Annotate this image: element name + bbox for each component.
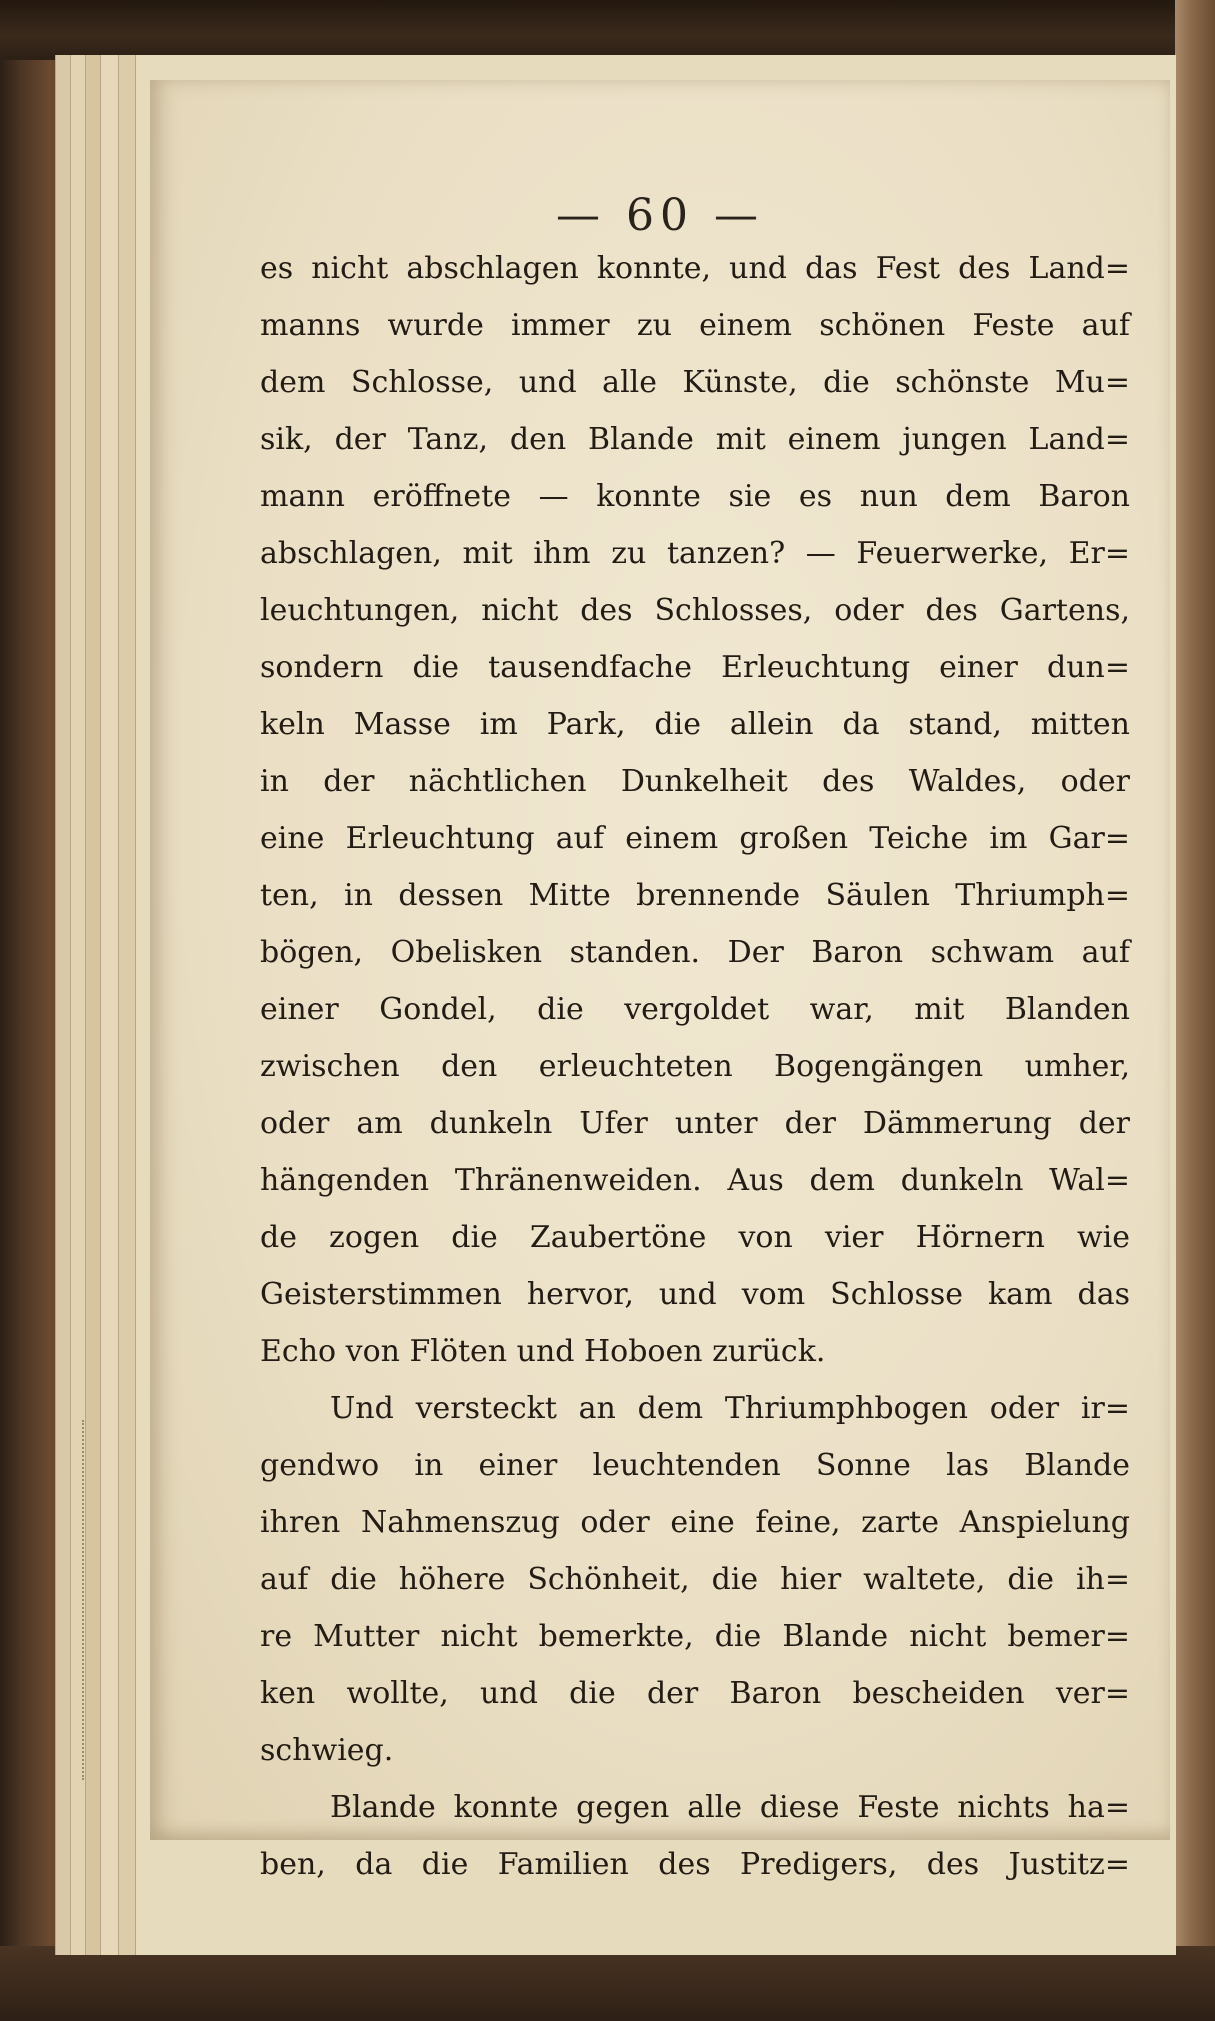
- text-line: es nicht abschlagen konnte, und das Fest des Land=: [260, 251, 1130, 286]
- text-line: leuchtungen, nicht des Schlosses, oder des Gartens,: [260, 593, 1130, 628]
- text-line: keln Masse im Park, die allein da stand, mitten: [260, 707, 1130, 742]
- text-line: mann eröffnete — konnte sie es nun dem Baron: [260, 479, 1130, 514]
- text-line: auf die höhere Schönheit, die hier waltete, die ih=: [260, 1562, 1130, 1597]
- text-line: eine Erleuchtung auf einem großen Teiche im Gar=: [260, 821, 1130, 856]
- text-line: bögen, Obelisken standen. Der Baron schwam auf: [260, 935, 1130, 970]
- text-line: abschlagen, mit ihm zu tanzen? — Feuerwerke, Er=: [260, 536, 1130, 571]
- text-line: ten, in dessen Mitte brennende Säulen Thriumph=: [260, 878, 1130, 913]
- text-line: sik, der Tanz, den Blande mit einem jungen Land=: [260, 422, 1130, 457]
- text-line: de zogen die Zaubertöne von vier Hörnern wie: [260, 1220, 1130, 1255]
- text-line: in der nächtlichen Dunkelheit des Waldes, oder: [260, 764, 1130, 799]
- text-line: dem Schlosse, und alle Künste, die schönste Mu=: [260, 365, 1130, 400]
- cover-top-edge: [0, 0, 1215, 60]
- text-line: manns wurde immer zu einem schönen Feste auf: [260, 308, 1130, 343]
- text-line: gendwo in einer leuchtenden Sonne las Blande: [260, 1448, 1130, 1483]
- cover-right-edge: [1175, 0, 1215, 2021]
- page-edge-marks: [82, 1420, 94, 1780]
- text-line: Geisterstimmen hervor, und vom Schlosse kam das: [260, 1277, 1130, 1312]
- text-line: schwieg.: [260, 1733, 394, 1768]
- text-line: re Mutter nicht bemerkte, die Blande nicht bemer=: [260, 1619, 1130, 1654]
- cover-bottom-edge: [0, 1946, 1215, 2021]
- text-line: Blande konnte gegen alle diese Feste nichts ha=: [330, 1790, 1130, 1825]
- text-line: zwischen den erleuchteten Bogengängen umher,: [260, 1049, 1130, 1084]
- page-number: — 60 —: [556, 190, 764, 241]
- text-line: oder am dunkeln Ufer unter der Dämmerung der: [260, 1106, 1130, 1141]
- text-line: Echo von Flöten und Hoboen zurück.: [260, 1334, 826, 1369]
- text-line: sondern die tausendfache Erleuchtung einer dun=: [260, 650, 1130, 685]
- text-line: Und versteckt an dem Thriumphbogen oder ir=: [330, 1391, 1130, 1426]
- text-line: ken wollte, und die der Baron bescheiden ver=: [260, 1676, 1130, 1711]
- text-line: ben, da die Familien des Predigers, des Justitz=: [260, 1847, 1130, 1882]
- text-line: ihren Nahmenszug oder eine feine, zarte Anspielung: [260, 1505, 1130, 1540]
- page-text: [260, 240, 1130, 1893]
- book-page: [150, 80, 1170, 1882]
- text-line: hängenden Thränenweiden. Aus dem dunkeln Wal=: [260, 1163, 1130, 1198]
- text-line: einer Gondel, die vergoldet war, mit Blanden: [260, 992, 1130, 1027]
